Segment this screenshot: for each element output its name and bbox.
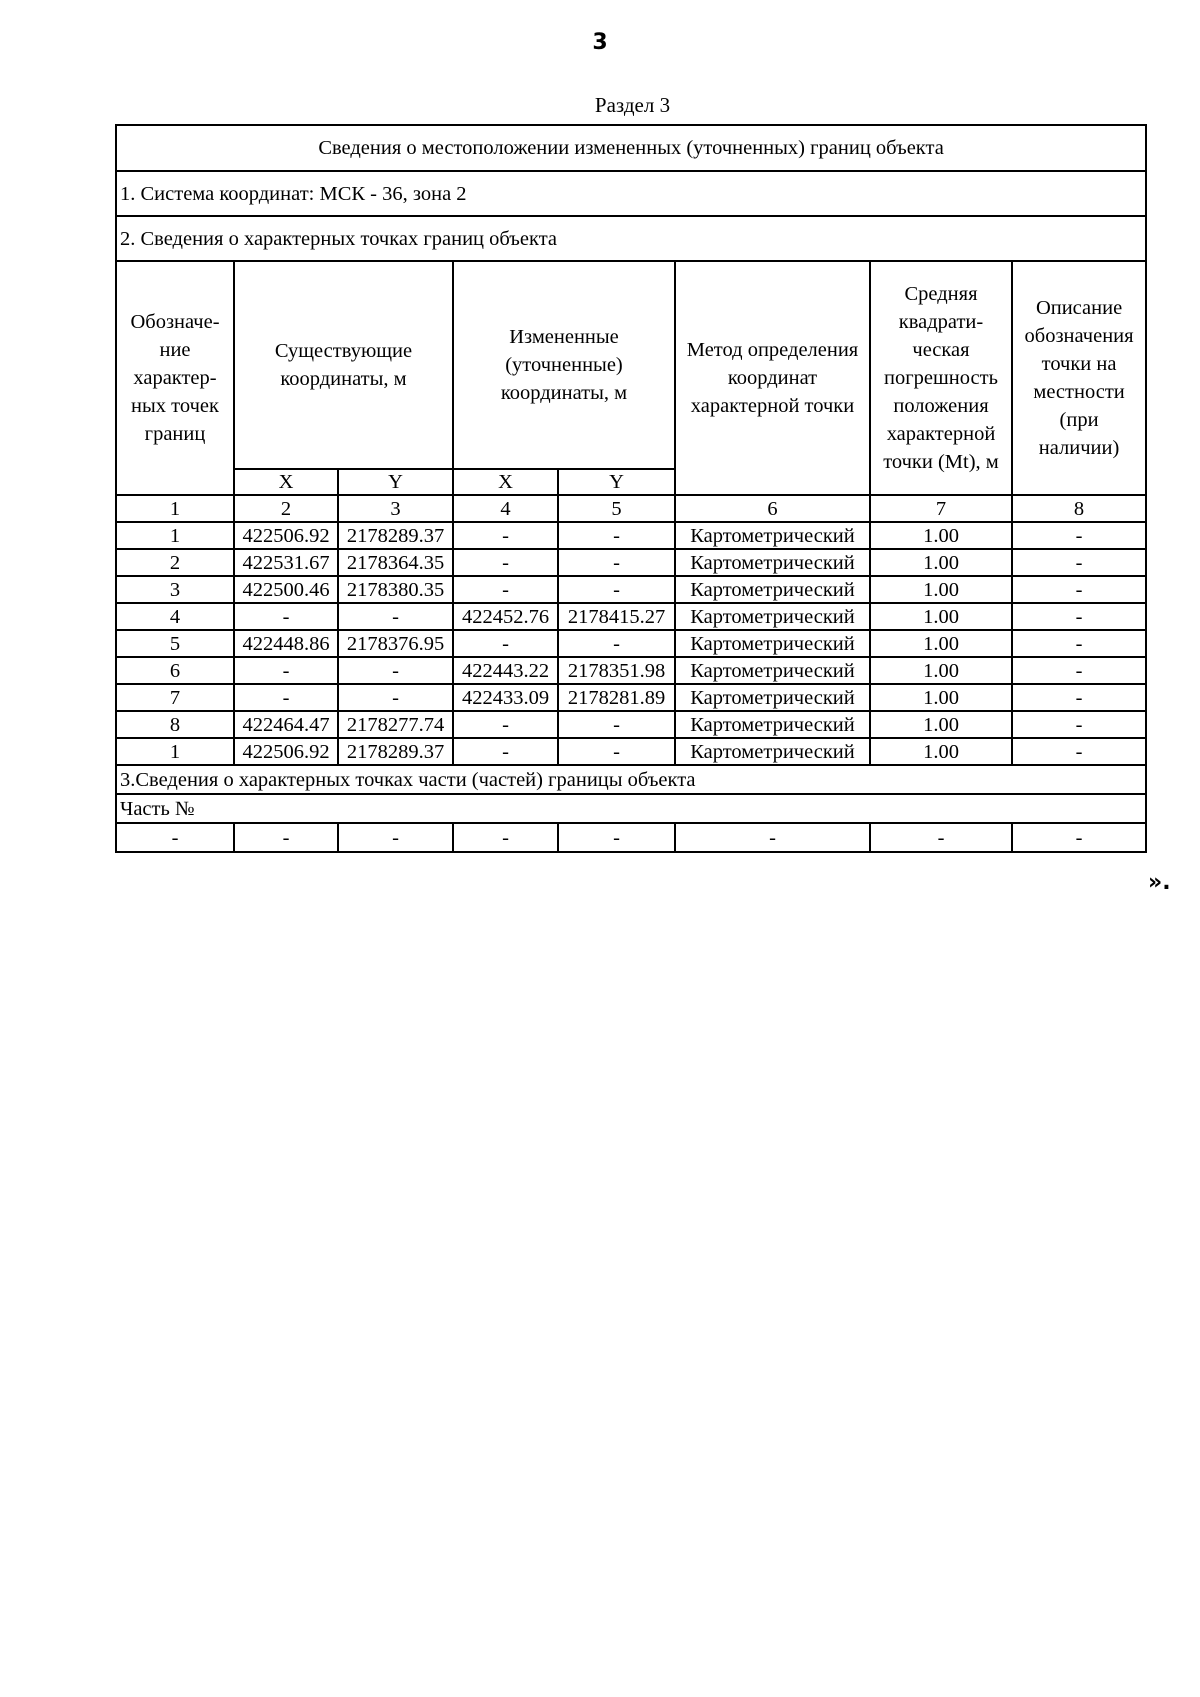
header-changed-coordinates: Измененные (уточненные) координаты, м bbox=[453, 261, 675, 469]
cell-existing-x: 422464.47 bbox=[234, 711, 338, 738]
cell-method: Картометрический bbox=[675, 603, 870, 630]
cell-existing-x: 422531.67 bbox=[234, 549, 338, 576]
cell-point: 6 bbox=[116, 657, 234, 684]
cell-description: - bbox=[1012, 630, 1146, 657]
cell-changed-y: - bbox=[558, 738, 675, 765]
cell-error: 1.00 bbox=[870, 711, 1012, 738]
cell-changed-x: - bbox=[453, 522, 558, 549]
cell-existing-y: 2178380.35 bbox=[338, 576, 453, 603]
cell-existing-y: 2178364.35 bbox=[338, 549, 453, 576]
column-numbers-row bbox=[116, 495, 1146, 522]
header-description: Описание обозначения точки на местности (при наличии) bbox=[1012, 261, 1146, 495]
cell-description: - bbox=[1012, 522, 1146, 549]
column-number: 8 bbox=[1012, 495, 1146, 522]
section-caption-text: Раздел 3 bbox=[594, 93, 671, 117]
cell-method: Картометрический bbox=[675, 711, 870, 738]
cell-changed-x: 422452.76 bbox=[453, 603, 558, 630]
parts-cell: - bbox=[675, 823, 870, 852]
cell-point: 7 bbox=[116, 684, 234, 711]
table-row bbox=[116, 657, 1146, 684]
cell-error: 1.00 bbox=[870, 522, 1012, 549]
column-number: 2 bbox=[234, 495, 338, 522]
cell-changed-x: - bbox=[453, 549, 558, 576]
table-row bbox=[116, 522, 1146, 549]
coordinate-system: 1. Система координат: МСК - 36, зона 2 bbox=[116, 171, 1146, 216]
parts-cell: - bbox=[116, 823, 234, 852]
cell-error: 1.00 bbox=[870, 630, 1012, 657]
cell-method: Картометрический bbox=[675, 657, 870, 684]
cell-changed-y: - bbox=[558, 630, 675, 657]
cell-point: 1 bbox=[116, 522, 234, 549]
header-changed-x: X bbox=[453, 469, 558, 495]
column-number: 4 bbox=[453, 495, 558, 522]
cell-existing-x: - bbox=[234, 657, 338, 684]
section-caption bbox=[0, 93, 1200, 118]
table-row bbox=[116, 549, 1146, 576]
cell-error: 1.00 bbox=[870, 657, 1012, 684]
cell-changed-x: - bbox=[453, 738, 558, 765]
points-heading: 2. Сведения о характерных точках границ объекта bbox=[116, 216, 1146, 261]
cell-error: 1.00 bbox=[870, 603, 1012, 630]
parts-cell: - bbox=[338, 823, 453, 852]
cell-changed-x: - bbox=[453, 630, 558, 657]
cell-method: Картометрический bbox=[675, 522, 870, 549]
cell-point: 5 bbox=[116, 630, 234, 657]
cell-changed-y: 2178415.27 bbox=[558, 603, 675, 630]
parts-row bbox=[116, 823, 1146, 852]
cell-description: - bbox=[1012, 576, 1146, 603]
table-row bbox=[116, 630, 1146, 657]
cell-existing-y: 2178289.37 bbox=[338, 738, 453, 765]
cell-existing-y: - bbox=[338, 603, 453, 630]
cell-changed-y: 2178351.98 bbox=[558, 657, 675, 684]
parts-cell: - bbox=[1012, 823, 1146, 852]
header-method: Метод определения координат характерной точки bbox=[675, 261, 870, 495]
cell-point: 4 bbox=[116, 603, 234, 630]
column-number: 6 bbox=[675, 495, 870, 522]
cell-error: 1.00 bbox=[870, 684, 1012, 711]
cell-existing-x: - bbox=[234, 603, 338, 630]
column-number: 7 bbox=[870, 495, 1012, 522]
table-row bbox=[116, 711, 1146, 738]
cell-error: 1.00 bbox=[870, 738, 1012, 765]
table-row bbox=[116, 684, 1146, 711]
cell-point: 2 bbox=[116, 549, 234, 576]
cell-existing-y: 2178277.74 bbox=[338, 711, 453, 738]
column-number: 1 bbox=[116, 495, 234, 522]
cell-method: Картометрический bbox=[675, 684, 870, 711]
part-label: Часть № bbox=[116, 794, 1146, 823]
table-title: Сведения о местоположении измененных (уточненных) границ объекта bbox=[116, 125, 1146, 171]
cell-error: 1.00 bbox=[870, 576, 1012, 603]
table-row bbox=[116, 603, 1146, 630]
parts-cell: - bbox=[453, 823, 558, 852]
cell-description: - bbox=[1012, 711, 1146, 738]
header-existing-y: Y bbox=[338, 469, 453, 495]
cell-existing-y: - bbox=[338, 657, 453, 684]
cell-method: Картометрический bbox=[675, 630, 870, 657]
cell-existing-x: 422448.86 bbox=[234, 630, 338, 657]
cell-existing-x: - bbox=[234, 684, 338, 711]
parts-cell: - bbox=[870, 823, 1012, 852]
column-number: 3 bbox=[338, 495, 453, 522]
column-number: 5 bbox=[558, 495, 675, 522]
parts-heading: 3.Сведения о характерных точках части (частей) границы объекта bbox=[116, 765, 1146, 794]
cell-method: Картометрический bbox=[675, 549, 870, 576]
cell-point: 8 bbox=[116, 711, 234, 738]
header-existing-x: X bbox=[234, 469, 338, 495]
cell-changed-x: - bbox=[453, 576, 558, 603]
table-row bbox=[116, 738, 1146, 765]
cell-method: Картометрический bbox=[675, 576, 870, 603]
page-number: 3 bbox=[592, 30, 608, 55]
parts-cell: - bbox=[558, 823, 675, 852]
header-error: Средняя квадрати-ческая погрешность положения характерной точки (Mt), м bbox=[870, 261, 1012, 495]
parts-cell: - bbox=[234, 823, 338, 852]
cell-changed-x: 422433.09 bbox=[453, 684, 558, 711]
header-designation: Обозначе-ние характер-ных точек границ bbox=[116, 261, 234, 495]
cell-description: - bbox=[1012, 549, 1146, 576]
cell-existing-x: 422500.46 bbox=[234, 576, 338, 603]
cell-changed-y: - bbox=[558, 522, 675, 549]
cell-changed-y: - bbox=[558, 711, 675, 738]
cell-existing-y: - bbox=[338, 684, 453, 711]
cell-changed-x: 422443.22 bbox=[453, 657, 558, 684]
table-row bbox=[116, 576, 1146, 603]
cell-existing-y: 2178289.37 bbox=[338, 522, 453, 549]
cell-existing-x: 422506.92 bbox=[234, 522, 338, 549]
cell-point: 1 bbox=[116, 738, 234, 765]
cell-changed-y: - bbox=[558, 576, 675, 603]
cell-changed-x: - bbox=[453, 711, 558, 738]
cell-description: - bbox=[1012, 603, 1146, 630]
closing-quote: ». bbox=[1148, 870, 1171, 895]
cell-existing-x: 422506.92 bbox=[234, 738, 338, 765]
cell-description: - bbox=[1012, 684, 1146, 711]
cell-point: 3 bbox=[116, 576, 234, 603]
cell-description: - bbox=[1012, 657, 1146, 684]
header-existing-coordinates: Существующие координаты, м bbox=[234, 261, 453, 469]
cell-description: - bbox=[1012, 738, 1146, 765]
header-changed-y: Y bbox=[558, 469, 675, 495]
cell-existing-y: 2178376.95 bbox=[338, 630, 453, 657]
cell-changed-y: - bbox=[558, 549, 675, 576]
cell-method: Картометрический bbox=[675, 738, 870, 765]
cell-changed-y: 2178281.89 bbox=[558, 684, 675, 711]
boundary-points-table bbox=[115, 124, 1147, 853]
cell-error: 1.00 bbox=[870, 549, 1012, 576]
